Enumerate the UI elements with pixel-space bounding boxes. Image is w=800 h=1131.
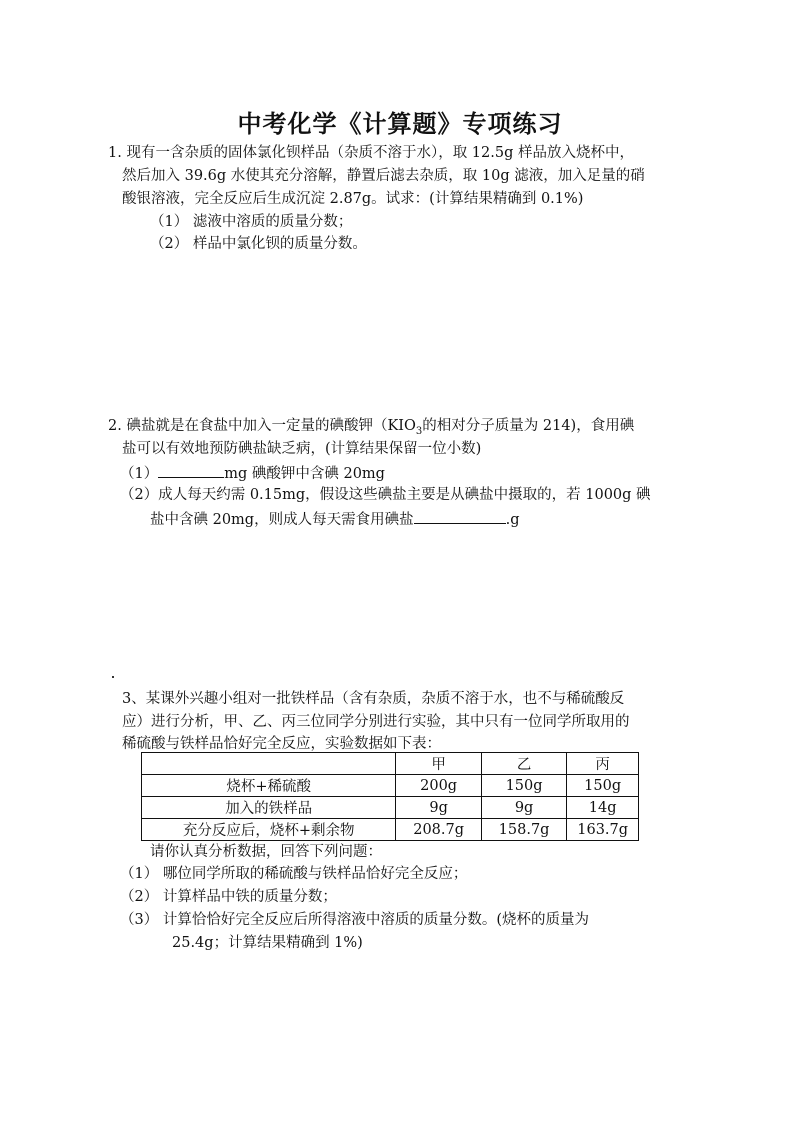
- stray-mark: [112, 676, 114, 678]
- q3-prompt: 请你认真分析数据，回答下列问题：: [150, 844, 382, 860]
- q2-answer-blank-2[interactable]: [414, 508, 506, 524]
- q2-sub2-unit: .g: [505, 512, 520, 528]
- q1-text-line-1: 1. 现有一含杂质的固体氯化钡样品（杂质不溶于水），取 12.5g 样品放入烧杯中，: [108, 145, 634, 161]
- table-row: [142, 819, 639, 841]
- q2-text-line-1-end: 的相对分子质量为 214)，食用碘: [422, 418, 635, 434]
- q2-text-line-1: [108, 416, 634, 442]
- q1-text-line-2: 然后加入 39.6g 水使其充分溶解，静置后滤去杂质，取 10g 滤液，加入足量的硝: [122, 168, 645, 184]
- q2-subscript: 3: [415, 425, 423, 437]
- table-header-cell: 丙: [567, 753, 639, 775]
- page-title: 中考化学《计算题》专项练习: [237, 110, 563, 138]
- table-cell: 150g: [567, 775, 639, 797]
- q1-subquestion-1: （1） 滤液中溶质的质量分数；: [150, 214, 353, 230]
- table-cell: 158.7g: [481, 819, 566, 841]
- table-cell: 充分反应后，烧杯+剩余物: [142, 819, 396, 841]
- q3-subquestion-1: （1） 哪位同学所取的稀硫酸与铁样品恰好完全反应；: [120, 866, 468, 882]
- table-cell: 9g: [396, 797, 481, 819]
- table-cell: 9g: [481, 797, 566, 819]
- table-header-cell: 甲: [396, 753, 481, 775]
- table-row: [142, 797, 639, 819]
- table-cell: 加入的铁样品: [142, 797, 396, 819]
- table-header-cell: [142, 753, 396, 775]
- table-cell: 14g: [567, 797, 639, 819]
- q3-text-line-2: 应）进行分析，甲、乙、丙三位同学分别进行实验，其中只有一位同学所取用的: [122, 714, 630, 730]
- q2-sub1-label: （1）: [120, 466, 159, 482]
- table-header-cell: 乙: [481, 753, 566, 775]
- table-cell: 163.7g: [567, 819, 639, 841]
- table-cell: 烧杯+稀硫酸: [142, 775, 396, 797]
- table-header-row: [142, 753, 639, 775]
- q3-text-line-3: 稀硫酸与铁样品恰好完全反应，实验数据如下表：: [122, 736, 441, 752]
- q2-answer-blank-1[interactable]: [158, 462, 224, 478]
- q2-sub2-text: 盐中含碘 20mg，则成人每天需食用碘盐: [150, 512, 414, 528]
- table-cell: 200g: [396, 775, 481, 797]
- table-cell: 150g: [481, 775, 566, 797]
- table-cell: 208.7g: [396, 819, 481, 841]
- q3-subquestion-3-line-2: 25.4g；计算结果精确到 1%): [172, 935, 363, 951]
- q3-subquestion-2: （2） 计算样品中铁的质量分数；: [120, 889, 337, 905]
- q2-text-line-2: 盐可以有效地预防碘盐缺乏病，(计算结果保留一位小数): [122, 441, 482, 457]
- q2-subquestion-1: [120, 462, 385, 484]
- experiment-data-table: [141, 752, 639, 841]
- q2-sub1-text: mg 碘酸钾中含碘 20mg: [224, 466, 385, 482]
- q2-subquestion-2-line-1: （2）成人每天约需 0.15mg，假设这些碘盐主要是从碘盐中摄取的，若 1000g 碘: [120, 487, 651, 503]
- q2-subquestion-2-line-2: [150, 508, 520, 530]
- q1-subquestion-2: （2） 样品中氯化钡的质量分数。: [150, 236, 367, 252]
- table-row: [142, 775, 639, 797]
- q3-text-line-1: 3、某课外兴趣小组对一批铁样品（含有杂质，杂质不溶于水，也不与稀硫酸反: [122, 691, 625, 707]
- q2-text-line-1-start: 2. 碘盐就是在食盐中加入一定量的碘酸钾（KIO: [108, 418, 416, 434]
- q3-subquestion-3-line-1: （3） 计算恰恰好完全反应后所得溶液中溶质的质量分数。(烧杯的质量为: [120, 912, 589, 928]
- q1-text-line-3: 酸银溶液，完全反应后生成沉淀 2.87g。试求：(计算结果精确到 0.1%): [122, 191, 584, 207]
